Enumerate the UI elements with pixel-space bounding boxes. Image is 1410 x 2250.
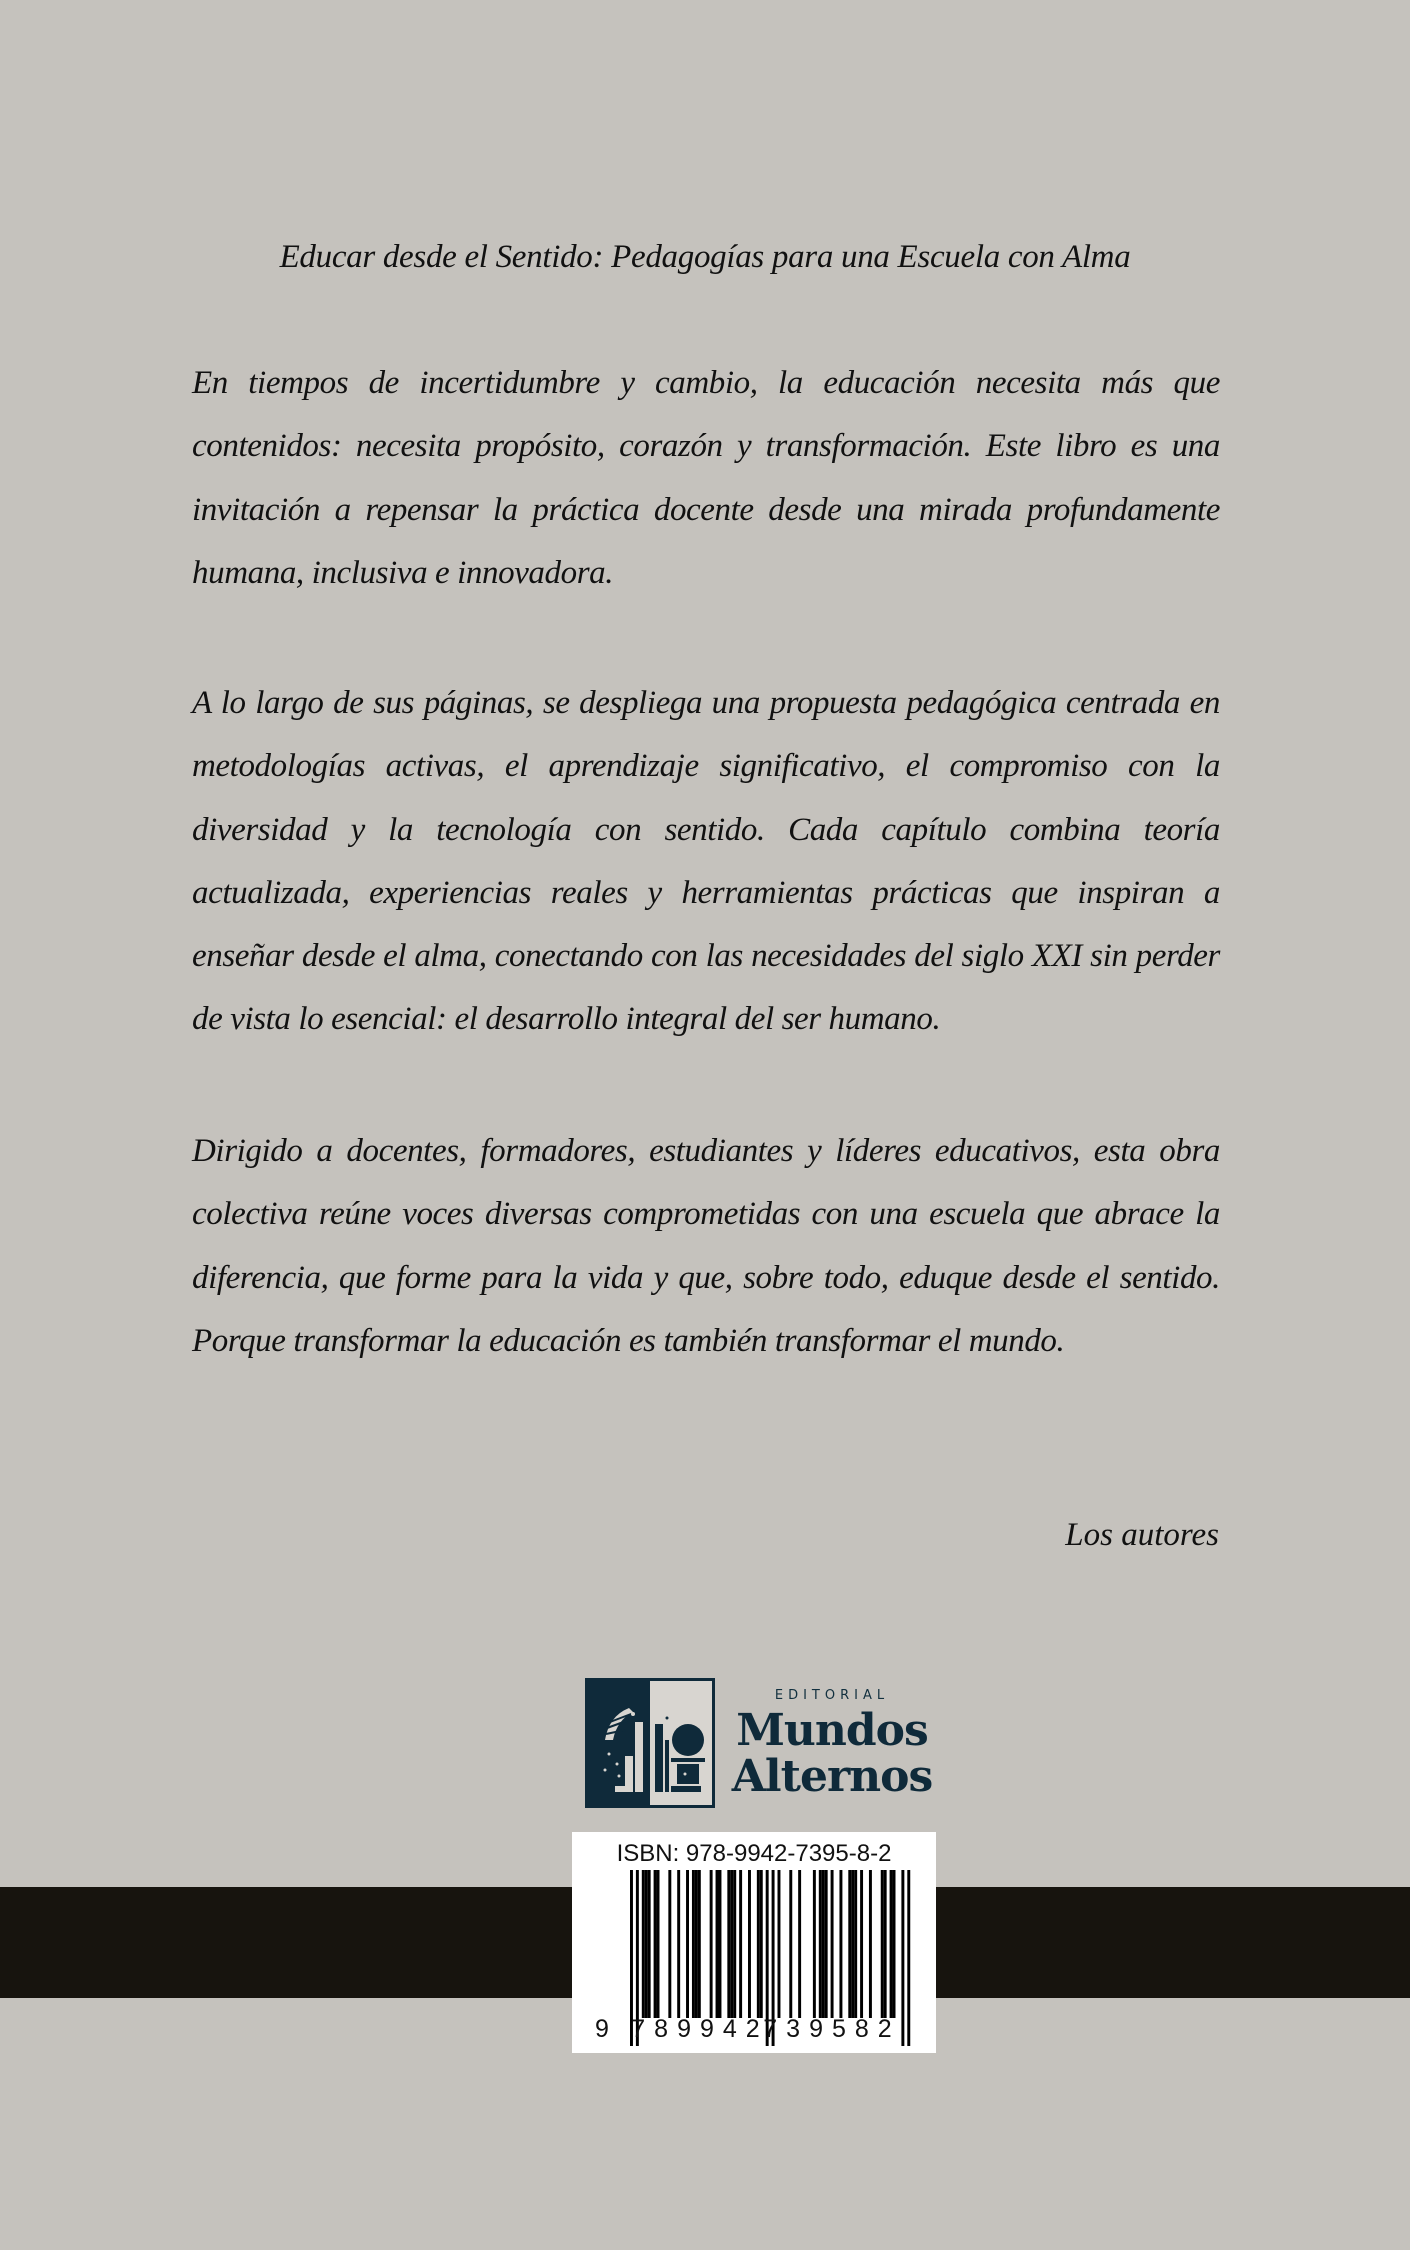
barcode-bar bbox=[730, 1870, 733, 2018]
barcode-bar bbox=[692, 1870, 695, 2018]
barcode-bar bbox=[757, 1870, 760, 2018]
barcode-bar bbox=[686, 1870, 689, 2018]
barcode-bar bbox=[698, 1870, 701, 2018]
barcode-bar bbox=[890, 1870, 893, 2018]
barcode-bar bbox=[831, 1870, 834, 2018]
publisher-logo bbox=[585, 1678, 935, 1808]
barcode-bar bbox=[648, 1870, 651, 2018]
barcode-bar bbox=[677, 1870, 680, 2018]
barcode-bar bbox=[893, 1870, 896, 2018]
barcode-digit-first: 9 bbox=[595, 2015, 609, 2043]
barcode-bars bbox=[572, 1832, 936, 2053]
isbn-barcode bbox=[572, 1832, 936, 2053]
barcode-bar bbox=[748, 1870, 751, 2018]
barcode-bar bbox=[798, 1870, 801, 2018]
synopsis-paragraph-2: A lo largo de sus páginas, se despliega una propuesta pedagógica centrada en metodologías activas, el aprendizaje significativo, el compromiso con la diversidad y la tecnología con sentido. Cada capítulo combina teoría actualizada, experiencias reales y herramientas prácticas que inspiran a enseñar desde el alma, conectando con las necesidades del siglo XXI sin perder de vista lo esencial: el desarrollo integral del ser humano. bbox=[192, 685, 1220, 1038]
barcode-digits-left: 789942 bbox=[631, 2015, 769, 2043]
publisher-name-line1: Mundos bbox=[736, 1705, 928, 1756]
barcode-bar bbox=[825, 1870, 828, 2018]
barcode-bar bbox=[869, 1870, 872, 2018]
barcode-bar bbox=[654, 1870, 657, 2018]
barcode-bar bbox=[813, 1870, 816, 2018]
signature: Los autores bbox=[1065, 1517, 1219, 1553]
barcode-bar bbox=[907, 1870, 910, 2046]
barcode-bar bbox=[854, 1870, 857, 2018]
barcode-bar bbox=[822, 1870, 825, 2018]
book-title: Educar desde el Sentido: Pedagogías para una Escuela con Alma bbox=[279, 239, 1131, 275]
barcode-bar bbox=[884, 1870, 887, 2018]
synopsis-paragraph-3: Dirigido a docentes, formadores, estudiantes y líderes educativos, esta obra colectiva reúne voces diversas comprometidas con una escuela que abrace la diferencia, que forme para la vida y que, sobre todo, eduque desde el sentido. Porque transformar la educación es también transformar el mundo. bbox=[192, 1133, 1220, 1359]
publisher-label: EDITORIAL bbox=[774, 1688, 890, 1703]
barcode-bar bbox=[733, 1870, 736, 2018]
barcode-bar bbox=[778, 1870, 781, 2018]
barcode-bar bbox=[819, 1870, 822, 2018]
publisher-name-line2: Alternos bbox=[731, 1751, 933, 1802]
synopsis-paragraph-1: En tiempos de incertidumbre y cambio, la educación necesita más que contenidos: necesita propósito, corazón y transformación. Este libro es una invitación a repensar la práctica docente desde una mirada profundamente humana, inclusiva e innovadora. bbox=[192, 365, 1220, 591]
barcode-bar bbox=[860, 1870, 863, 2018]
barcode-bar bbox=[789, 1870, 792, 2018]
barcode-bar bbox=[851, 1870, 854, 2018]
barcode-bar bbox=[710, 1870, 713, 2018]
publisher-name bbox=[727, 1678, 937, 1808]
barcode-bar bbox=[716, 1870, 719, 2018]
barcode-bar bbox=[668, 1870, 671, 2018]
barcode-bar bbox=[760, 1870, 763, 2018]
barcode-bar bbox=[719, 1870, 722, 2018]
barcode-bar bbox=[881, 1870, 884, 2018]
barcode-bar bbox=[657, 1870, 660, 2018]
barcode-bar bbox=[695, 1870, 698, 2018]
barcode-bar bbox=[645, 1870, 648, 2018]
barcode-bar bbox=[848, 1870, 851, 2018]
barcode-bar bbox=[739, 1870, 742, 2018]
barcode-bar bbox=[642, 1870, 645, 2018]
books-globe-icon bbox=[585, 1678, 715, 1808]
barcode-bar bbox=[839, 1870, 842, 2018]
barcode-bar bbox=[901, 1870, 904, 2046]
isbn-label: ISBN: 978-9942-7395-8-2 bbox=[616, 1840, 892, 1867]
barcode-digits-right: 739582 bbox=[763, 2015, 901, 2043]
barcode-bar bbox=[727, 1870, 730, 2018]
